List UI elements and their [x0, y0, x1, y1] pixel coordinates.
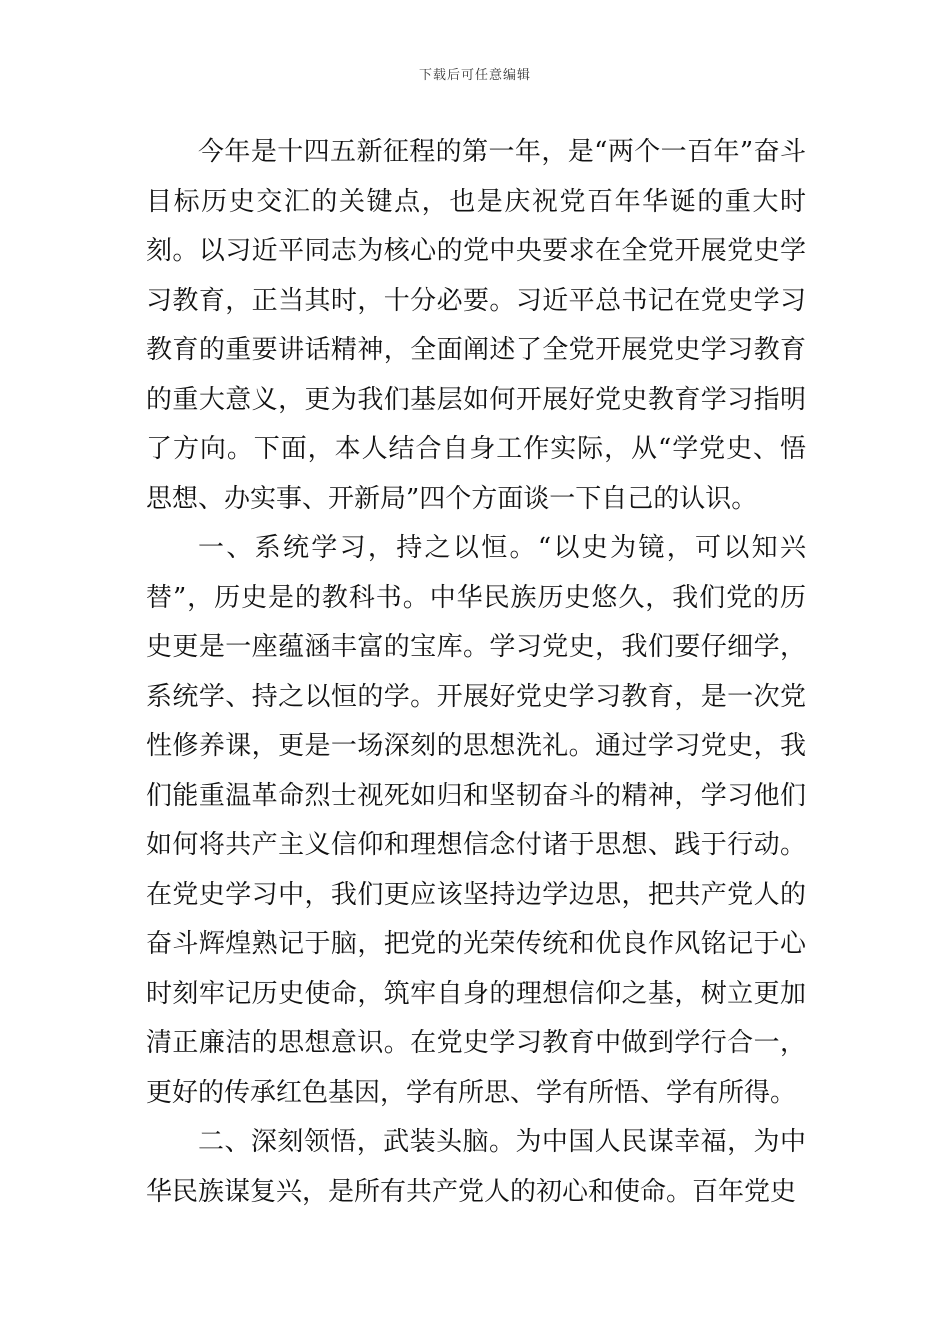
- document-body: [146, 128, 806, 1217]
- paragraph-intro: 今年是十四五新征程的第一年，是“两个一百年”奋斗目标历史交汇的关键点，也是庆祝党百年华诞的重大时刻。以习近平同志为核心的党中央要求在全党开展党史学习教育，正当其时，十分必要。习近平总书记在党史学习教育的重要讲话精神，全面阐述了全党开展党史学习教育的重大意义，更为我们基层如何开展好党史教育学习指明了方向。下面，本人结合自身工作实际，从“学党史、悟思想、办实事、开新局”四个方面谈一下自己的认识。: [146, 137, 806, 514]
- page-header: 下载后可任意编辑: [418, 68, 531, 83]
- paragraph-section-one: 一、系统学习，持之以恒。“以史为镜，可以知兴替”，历史是的教科书。中华民族历史悠久，我们党的历史更是一座蕴涵丰富的宝库。学习党史，我们要仔细学，系统学、持之以恒的学。开展好党史学习教育，是一次党性修养课，更是一场深刻的思想洗礼。通过学习党史，我们能重温革命烈士视死如归和坚韧奋斗的精神，学习他们如何将共产主义信仰和理想信念付诸于思想、践于行动。在党史学习中，我们更应该坚持边学边思，把共产党人的奋斗辉煌熟记于脑，把党的光荣传统和优良作风铭记于心时刻牢记历史使命，筑牢自身的理想信仰之基，树立更加清正廉洁的思想意识。在党史学习教育中做到学行合一，更好的传承红色基因，学有所思、学有所悟、学有所得。: [146, 533, 806, 1108]
- paragraph-section-two: 二、深刻领悟，武装头脑。为中国人民谋幸福，为中华民族谋复兴，是所有共产党人的初心和使命。百年党史: [146, 1127, 806, 1207]
